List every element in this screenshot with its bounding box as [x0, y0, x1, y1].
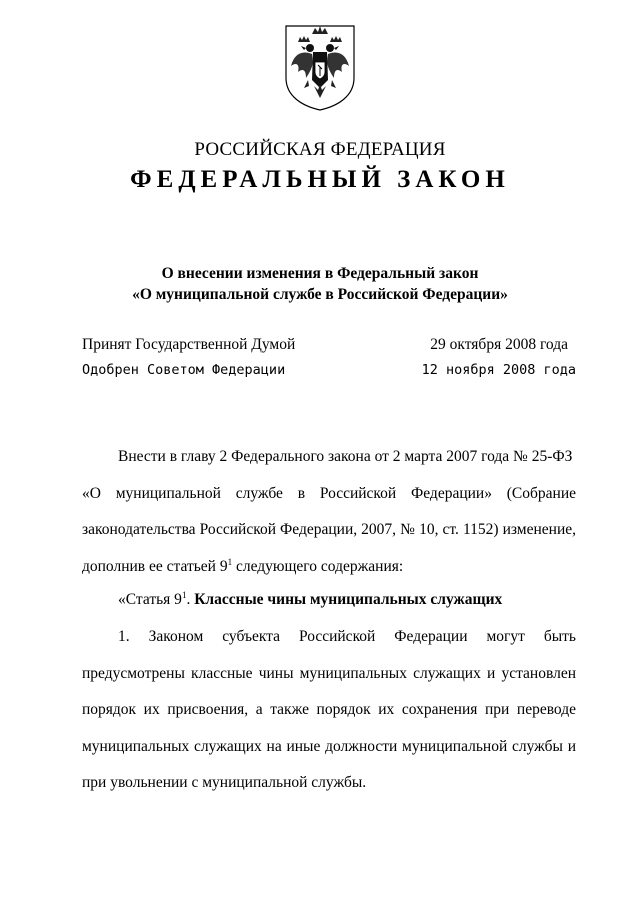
law-title-line: «О муниципальной службе в Российской Федерации» [132, 286, 508, 303]
duma-label: Принят Государственной Думой [82, 336, 296, 353]
text-line: Внести в главу 2 Федерального закона от 2 марта 2007 года № 25-ФЗ [118, 448, 573, 465]
text-line: муниципальных служащих на иные должности муниципальной службы и [82, 737, 576, 755]
council-label: Одобрен Советом Федерации [82, 362, 286, 378]
article-heading [82, 582, 576, 619]
article-point-1 [82, 619, 576, 802]
duma-date: 29 октября 2008 года [430, 336, 568, 353]
superscript: 1 [227, 556, 233, 567]
text-line: при увольнении с муниципальной службы. [82, 774, 367, 791]
law-title [0, 263, 640, 305]
intro-paragraph [82, 439, 576, 585]
text-line: 1. Законом субъекта Российской Федерации могут быть [118, 628, 576, 645]
article-prefix: «Статья 9 [118, 591, 182, 608]
article-dot: . [186, 591, 191, 608]
text-line [82, 549, 576, 586]
text-fragment: следующего содержания: [232, 557, 404, 575]
text-line: предусмотрены классные чины муниципальных служащих и установлен [82, 664, 576, 682]
text-line: «О муниципальной службе в Российской Федерации» (Собрание [82, 484, 576, 502]
text-fragment: дополнив ее статьей 9 [82, 557, 228, 575]
country-heading: РОССИЙСКАЯ ФЕДЕРАЦИЯ [194, 139, 446, 160]
article-title: Классные чины муниципальных служащих [194, 591, 503, 608]
law-type-heading: ФЕДЕРАЛЬНЫЙ ЗАКОН [130, 166, 510, 193]
russian-coat-of-arms-icon [282, 20, 358, 112]
text-line: порядок их присвоения, а также порядок их сохранения при переводе [82, 701, 576, 718]
law-title-line: О внесении изменения в Федеральный закон [161, 265, 479, 282]
superscript: 1 [181, 590, 187, 600]
council-date: 12 ноября 2008 года [421, 362, 576, 378]
text-line: законодательства Российской Федерации, 2007, № 10, ст. 1152) изменение, [82, 521, 576, 538]
